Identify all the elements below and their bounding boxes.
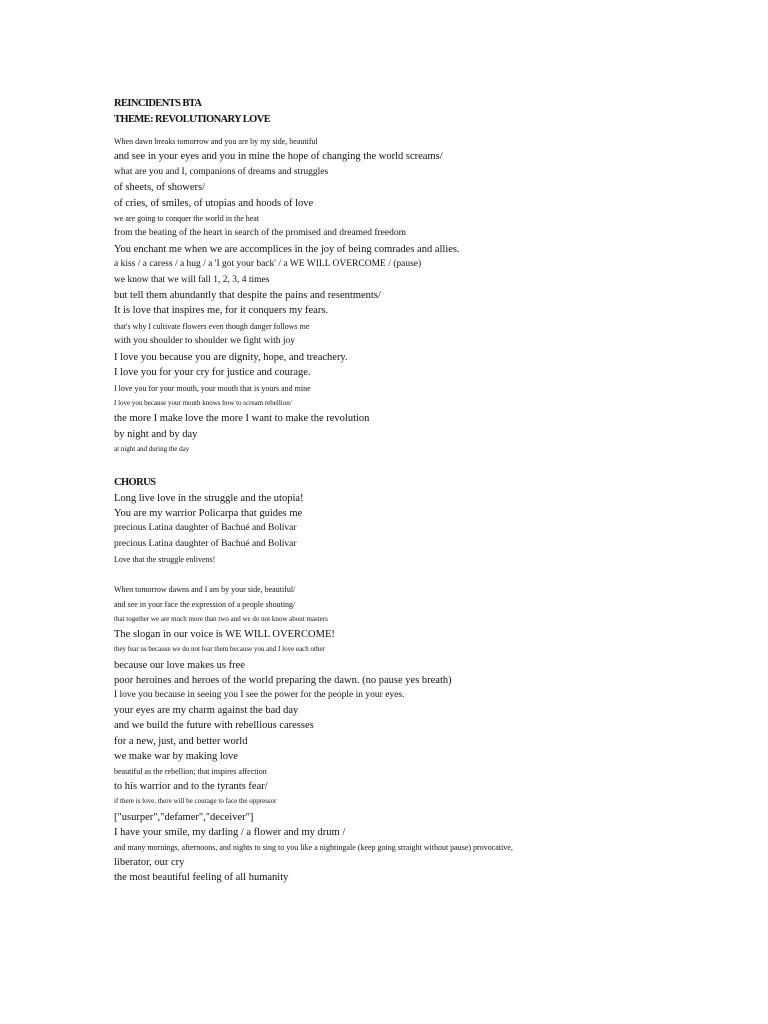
lyric-line: that's why I cultivate flowers even though danger follows me	[114, 321, 310, 331]
lyric-line: what are you and I, companions of dreams and struggles	[114, 166, 329, 177]
lyric-line: and we build the future with rebellious caresses	[114, 720, 314, 732]
lyric-line: ["usurper","defamer","deceiver"]	[114, 811, 254, 823]
lyric-line: because our love makes us free	[114, 659, 245, 671]
lyric-line: When dawn breaks tomorrow and you are by my side, beautiful	[114, 137, 318, 146]
lyric-line: I have your smile, my darling / a flower and my drum /	[114, 826, 346, 838]
lyric-line: I love you for your mouth, your mouth that is yours and mine	[114, 383, 311, 393]
lyric-line: I love you for your cry for justice and courage.	[114, 367, 311, 379]
chorus	[114, 491, 734, 568]
lyric-line: When tomorrow dawns and I am by your side, beautiful/	[114, 584, 296, 594]
lyric-line: the most beautiful feeling of all humanity	[114, 872, 289, 884]
lyric-line: liberator, our cry	[114, 857, 185, 869]
lyric-line: for a new, just, and better world	[114, 735, 248, 747]
lyric-line: The slogan in our voice is WE WILL OVERCOME!	[114, 629, 335, 641]
lyric-line: that together we are much more than two and we do not know about masters	[114, 614, 328, 623]
lyric-line: Long live love in the struggle and the utopia!	[114, 492, 304, 504]
lyric-line: we are going to conquer the world in the heat	[114, 214, 260, 224]
document-theme: THEME: REVOLUTIONARY LOVE	[114, 114, 271, 125]
lyric-line: if there is love, there will be courage to face the oppressor	[114, 797, 277, 806]
lyric-line: precious Latina daughter of Bachué and Bolívar	[114, 538, 297, 549]
lyric-line: It is love that inspires me, for it conquers my fears.	[114, 305, 329, 317]
lyric-line: by night and by day	[114, 428, 198, 440]
lyric-line: from the beating of the heart in search of the promised and dreamed freedom	[114, 228, 407, 239]
chorus-heading: CHORUS	[114, 476, 156, 488]
lyric-line: to his warrior and to the tyrants fear/	[114, 781, 268, 793]
lyric-line: I love you because in seeing you I see the power for the people in your eyes.	[114, 689, 405, 700]
lyric-line: beautiful as the rebellion; that inspires affection	[114, 767, 267, 776]
lyric-line: and see in your face the expression of a people shouting/	[114, 599, 296, 609]
lyric-line: precious Latina daughter of Bachué and Bolívar	[114, 523, 297, 534]
lyric-line: your eyes are my charm against the bad day	[114, 705, 299, 717]
lyric-line: You enchant me when we are accomplices in the joy of being comrades and allies.	[114, 243, 460, 255]
lyric-line: poor heroines and heroes of the world preparing the dawn. (no pause yes breath)	[114, 674, 452, 686]
document-title: REINCIDENTS BTA	[114, 98, 202, 109]
verse-2	[114, 582, 734, 886]
verse-1	[114, 134, 734, 458]
lyric-line: You are my warrior Policarpa that guides me	[114, 507, 303, 519]
lyric-line: a kiss / a caress / a hug / a 'I got your back' / a WE WILL OVERCOME / (pause)	[114, 259, 422, 270]
lyric-line: with you shoulder to shoulder we fight with joy	[114, 336, 296, 347]
lyric-line: and many mornings, afternoons, and nights to sing to you like a nightingale (keep going straight without pause) provocative,	[114, 843, 513, 853]
lyric-line: of sheets, of showers/	[114, 182, 205, 194]
lyric-line: we know that we will fall 1, 2, 3, 4 times	[114, 274, 270, 285]
lyric-line: but tell them abundantly that despite the pains and resentments/	[114, 290, 381, 302]
lyric-line: they fear us because we do not fear them because you and I love each other	[114, 645, 325, 654]
lyric-line: we make war by making love	[114, 750, 238, 762]
lyric-line: Love that the struggle enlivens!	[114, 555, 216, 565]
lyric-line: I love you because your mouth knows how to scream rebellion/	[114, 398, 292, 407]
lyric-line: of cries, of smiles, of utopias and hoods of love	[114, 197, 314, 209]
lyric-line: at night and during the day	[114, 445, 190, 454]
lyric-line: the more I make love the more I want to make the revolution	[114, 413, 370, 425]
lyrics-document	[114, 96, 734, 886]
lyric-line: I love you because you are dignity, hope, and treachery.	[114, 351, 348, 363]
lyric-line: and see in your eyes and you in mine the hope of changing the world screams/	[114, 151, 443, 163]
